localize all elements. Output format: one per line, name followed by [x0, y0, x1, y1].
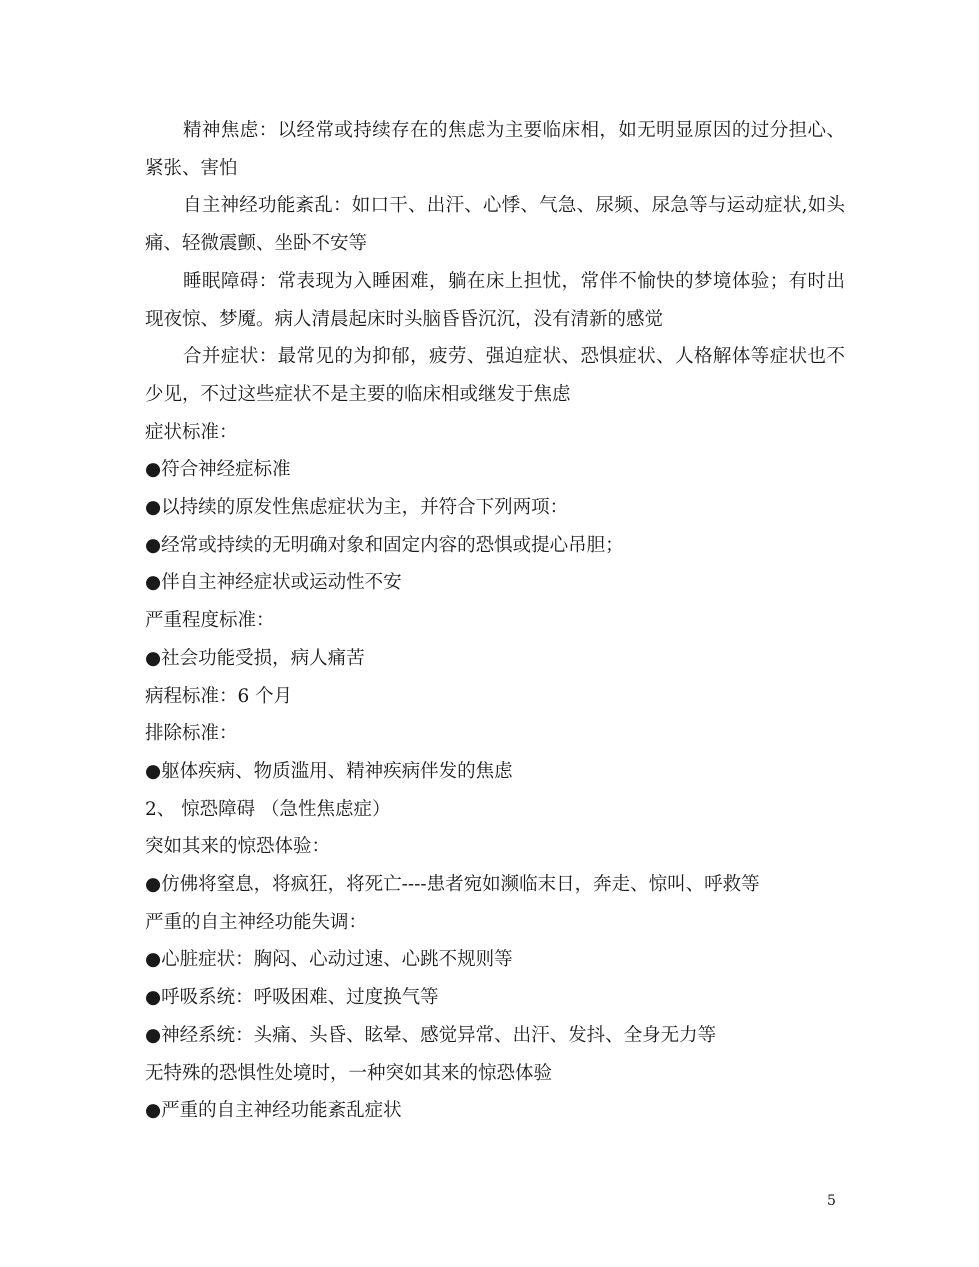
- list-item: ●以持续的原发性焦虑症状为主，并符合下列两项：: [145, 497, 569, 519]
- list-item: ●符合神经症标准: [145, 459, 291, 481]
- heading-exclusion-criteria: 排除标准：: [145, 723, 238, 745]
- list-item: ●经常或持续的无明确对象和固定内容的恐惧或提心吊胆；: [145, 534, 624, 556]
- list-item: ●严重的自主神经功能紊乱症状: [145, 1100, 402, 1122]
- list-item: ●心脏症状：胸闷、心动过速、心跳不规则等: [145, 949, 513, 971]
- list-item: ●躯体疾病、物质滥用、精神疾病伴发的焦虑: [145, 760, 513, 782]
- heading-panic-experience: 突如其来的惊恐体验：: [145, 836, 331, 858]
- text-line: 无特殊的恐惧性处境时，一种突如其来的惊恐体验: [145, 1062, 553, 1084]
- section-heading-panic-disorder: 2、 惊恐障碍 （急性焦虑症）: [145, 798, 391, 820]
- heading-severity-criteria: 严重程度标准：: [145, 610, 275, 632]
- list-item: ●呼吸系统：呼吸困难、过度换气等: [145, 987, 439, 1009]
- list-item: ●仿佛将窒息，将疯狂，将死亡----患者宛如濒临末日，奔走、惊叫、呼救等: [145, 874, 760, 896]
- paragraph-sleep-disorder: 睡眠障碍：常表现为入睡困难，躺在床上担忧，常伴不愉快的梦境体验；有时出现夜惊、梦魇。病人清晨起床时头脑昏昏沉沉，没有清新的感觉: [145, 270, 845, 330]
- list-item: ●神经系统：头痛、头昏、眩晕、感觉异常、出汗、发抖、全身无力等: [145, 1024, 717, 1046]
- paragraph-mental-anxiety: 精神焦虑：以经常或持续存在的焦虑为主要临床相，如无明显原因的过分担心、紧张、害怕: [145, 120, 845, 179]
- list-item: ●社会功能受损，病人痛苦: [145, 647, 365, 669]
- course-criteria: 病程标准：6 个月: [145, 685, 293, 707]
- page-number: 5: [827, 1193, 836, 1209]
- heading-autonomic-dysfunction: 严重的自主神经功能失调：: [145, 911, 368, 933]
- heading-symptom-criteria: 症状标准：: [145, 421, 238, 443]
- list-item: ●伴自主神经症状或运动性不安: [145, 572, 402, 594]
- paragraph-autonomic-disorder: 自主神经功能紊乱：如口干、出汗、心悸、气急、尿频、尿急等与运动症状,如头痛、轻微震颤、坐卧不安等: [145, 195, 845, 255]
- paragraph-comorbid-symptoms: 合并症状：最常见的为抑郁，疲劳、强迫症状、恐惧症状、人格解体等症状也不少见，不过这些症状不是主要的临床相或继发于焦虑: [145, 346, 845, 405]
- page-content: [145, 112, 845, 1130]
